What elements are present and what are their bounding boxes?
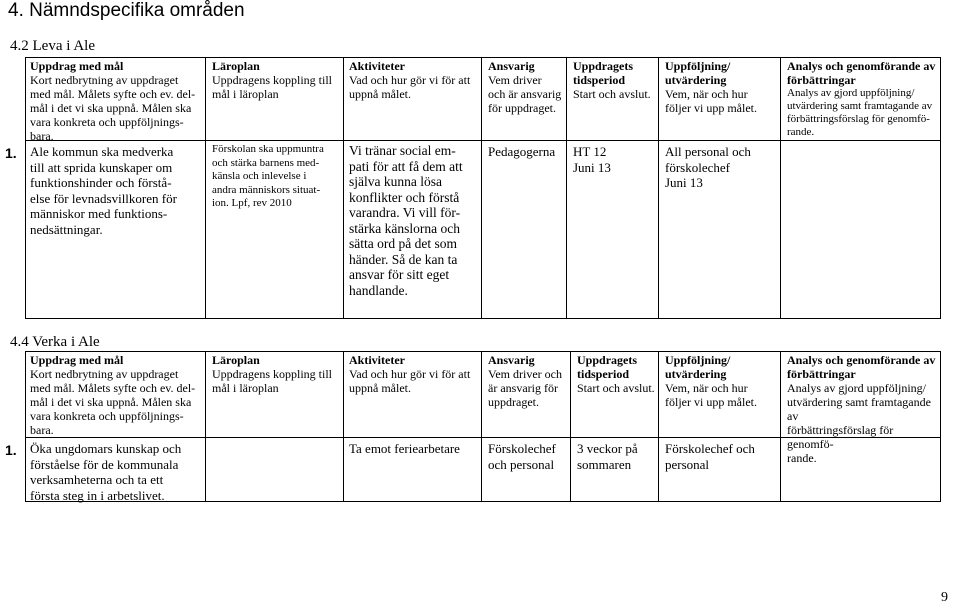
header-aktiviteter: Aktiviteter Vad och hur gör vi för att uppnå målet. bbox=[349, 353, 471, 395]
cell-uppdrag: Ale kommun ska medverka till att sprida kunskaper om funktionshinder och förstå- else för levnadsvillkoren för människor med funktions- nedsättningar. bbox=[30, 144, 177, 237]
header-laroplan: Läroplan Uppdragens koppling till mål i läroplan bbox=[212, 353, 332, 395]
page-heading: 4. Nämndspecifika områden bbox=[8, 0, 245, 21]
header-uppfoljning: Uppföljning/ utvärdering Vem, när och hur följer vi upp målet. bbox=[665, 59, 757, 115]
row-number: 1. bbox=[5, 145, 17, 161]
cell-uppdrag: Öka ungdomars kunskap och förståelse för de kommunala verksamheterna och ta ett första steg in i arbetslivet. bbox=[30, 441, 182, 503]
header-uppfoljning: Uppföljning/ utvärdering Vem, när och hur följer vi upp målet. bbox=[665, 353, 757, 409]
cell-aktiviteter: Vi tränar social em- pati för att få dem att själva kunna lösa konflikter och förstå varandra. Vi vill för- stärka känslorna och sätta ord på det som händer. Så de kan ta ansvar för sitt eget handlande. bbox=[349, 143, 463, 298]
cell-ansvarig: Förskolechef och personal bbox=[488, 441, 556, 472]
cell-uppfoljning: Förskolechef och personal bbox=[665, 441, 755, 472]
cell-laroplan: Förskolan ska uppmuntra och stärka barnens med- känsla och inlevelse i andra människors situat- ion. Lpf, rev 2010 bbox=[212, 143, 324, 209]
cell-aktiviteter: Ta emot feriearbetare bbox=[349, 441, 460, 456]
cell-uppfoljning: All personal och förskolechef Juni 13 bbox=[665, 144, 751, 190]
header-uppdrag: Uppdrag med mål Kort nedbrytning av uppdraget med mål. Målets syfte och ev. del- mål i det vi ska uppnå. Målen ska vara konkreta och uppföljnings- bara. bbox=[30, 59, 196, 143]
cell-ansvarig: Pedagogerna bbox=[488, 144, 556, 159]
section-title-leva: 4.2 Leva i Ale bbox=[10, 38, 95, 54]
row-number: 1. bbox=[5, 442, 17, 458]
page-number: 9 bbox=[941, 590, 948, 605]
header-laroplan: Läroplan Uppdragens koppling till mål i läroplan bbox=[212, 59, 332, 101]
header-ansvarig: Ansvarig Vem driver och är ansvarig för uppdraget. bbox=[488, 59, 562, 115]
cell-tidsperiod: HT 12 Juni 13 bbox=[573, 144, 611, 175]
header-ansvarig: Ansvarig Vem driver och är ansvarig för uppdraget. bbox=[488, 353, 562, 409]
header-analys: Analys och genomförande av förbättringar Analys av gjord uppföljning/ utvärdering samt framtagande av förbättringsförslag för genomfö- rande. bbox=[787, 59, 936, 138]
header-tidsperiod: Uppdragets tidsperiod Start och avslut. bbox=[573, 59, 651, 101]
section-title-verka: 4.4 Verka i Ale bbox=[10, 334, 100, 350]
cell-tidsperiod: 3 veckor på sommaren bbox=[577, 441, 638, 472]
header-uppdrag: Uppdrag med mål Kort nedbrytning av uppdraget med mål. Målets syfte och ev. del- mål i det vi ska uppnå. Målen ska vara konkreta och uppföljnings- bara. bbox=[30, 353, 196, 437]
header-analys: Analys och genomförande av förbättringar Analys av gjord uppföljning/ utvärdering samt framtagande av förbättringsförslag för genomfö- rande. bbox=[787, 353, 936, 465]
header-tidsperiod: Uppdragets tidsperiod Start och avslut. bbox=[577, 353, 655, 395]
header-aktiviteter: Aktiviteter Vad och hur gör vi för att uppnå målet. bbox=[349, 59, 471, 101]
